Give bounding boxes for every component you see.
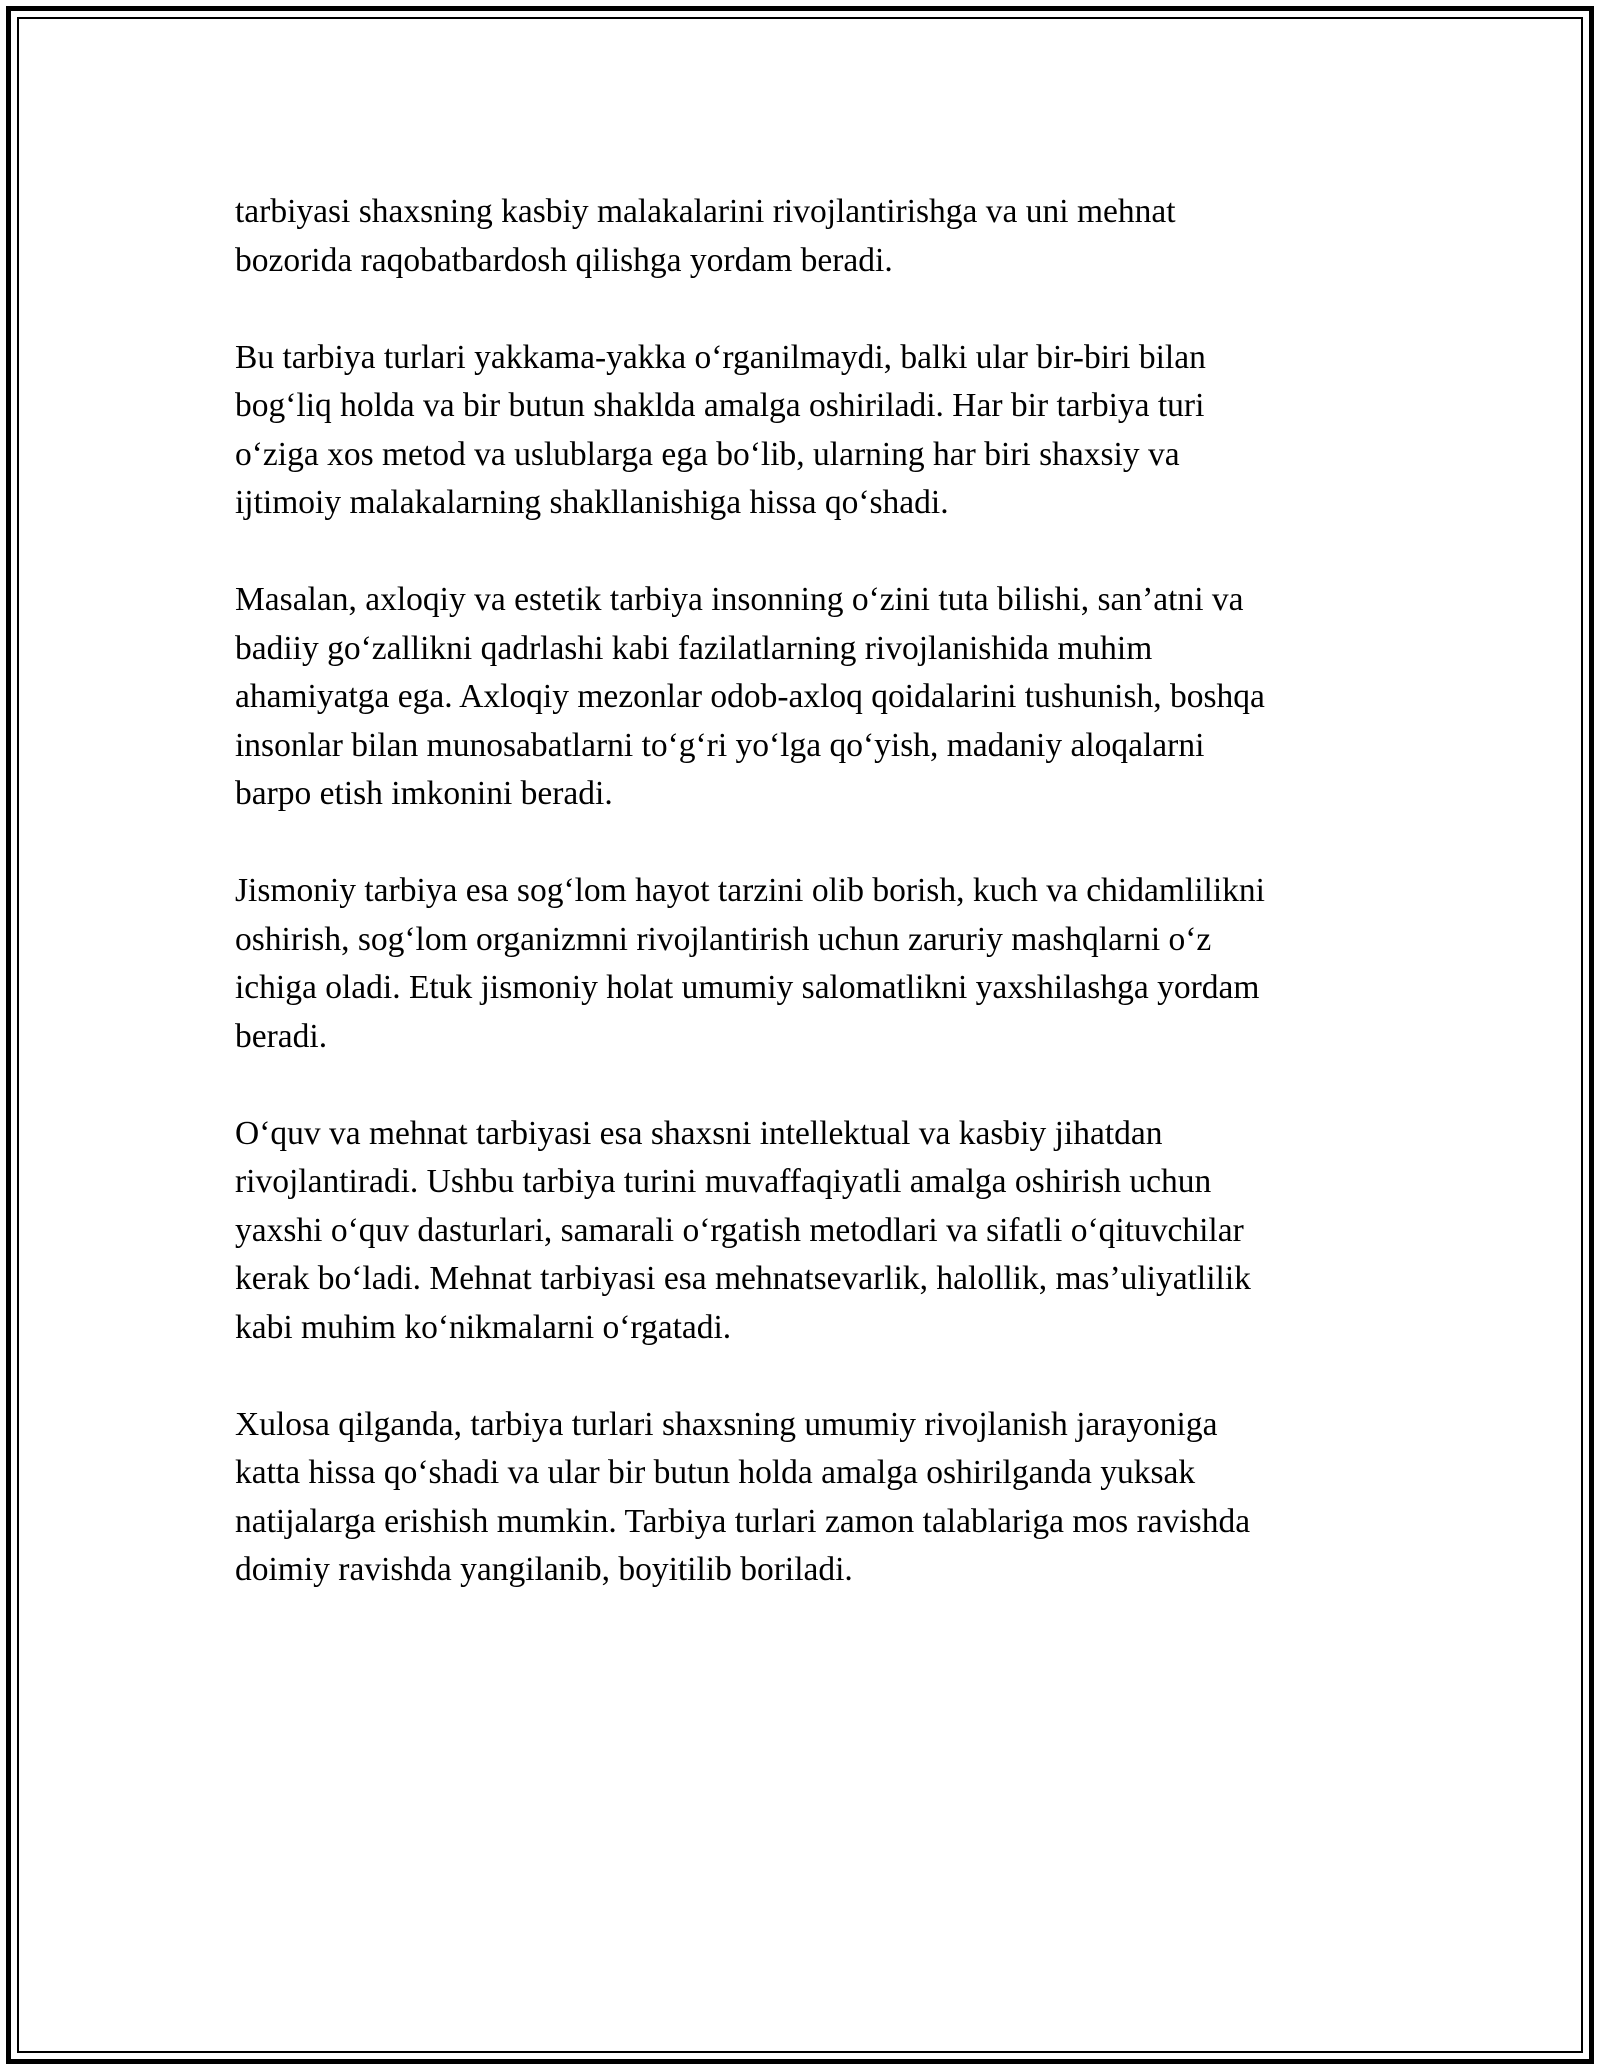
text-line: insonlar bilan munosabatlarni to‘g‘ri yo‘lga qo‘yish, madaniy aloqalarni [235, 726, 1205, 764]
text-line: Masalan, axloqiy va estetik tarbiya insonning o‘zini tuta bilishi, san’atni va [235, 581, 1244, 618]
text-line: katta hissa qo‘shadi va ular bir butun holda amalga oshirilganda yuksak [235, 1454, 1196, 1491]
paragraph [235, 1401, 1375, 1595]
text-line: kerak bo‘ladi. Mehnat tarbiyasi esa mehnatsevarlik, halollik, mas’uliyatlilik [235, 1260, 1251, 1297]
text-line: ichiga oladi. Etuk jismoniy holat umumiy salomatlikni yaxshilashga yordam [235, 969, 1260, 1006]
text-line: o‘ziga xos metod va uslublarga ega bo‘lib, ularning har biri shaxsiy va [235, 435, 1180, 473]
text-line: kabi muhim ko‘nikmalarni o‘rgatadi. [235, 1308, 732, 1346]
paragraph [235, 576, 1375, 819]
text-line: natijalarga erishish mumkin. Tarbiya turlari zamon talablariga mos ravishda [235, 1502, 1251, 1540]
paragraph [235, 1110, 1375, 1353]
text-line: yaxshi o‘quv dasturlari, samarali o‘rgatish metodlari va sifatli o‘qituvchilar [235, 1211, 1244, 1249]
text-line: rivojlantiradi. Ushbu tarbiya turini muvaffaqiyatli amalga oshirish uchun [235, 1163, 1212, 1200]
text-line: ijtimoiy malakalarning shakllanishiga hissa qo‘shadi. [235, 484, 949, 521]
text-line: O‘quv va mehnat tarbiyasi esa shaxsni intellektual va kasbiy jihatdan [235, 1114, 1163, 1152]
text-line: oshirish, sog‘lom organizmni rivojlantirish uchun zaruriy mashqlarni o‘z [235, 920, 1212, 958]
text-line: badiiy go‘zallikni qadrlashi kabi fazilatlarning rivojlanishida muhim [235, 629, 1153, 667]
paragraph [235, 867, 1375, 1061]
text-line: doimiy ravishda yangilanib, boyitilib boriladi. [235, 1551, 853, 1588]
text-line: barpo etish imkonini beradi. [235, 775, 613, 812]
text-line: bog‘liq holda va bir butun shaklda amalga oshiriladi. Har bir tarbiya turi [235, 387, 1205, 424]
paragraph [235, 188, 1375, 285]
text-line: beradi. [235, 1017, 328, 1055]
document-body [235, 188, 1375, 1643]
text-line: bozorida raqobatbardosh qilishga yordam beradi. [235, 241, 893, 279]
text-line: Jismoniy tarbiya esa sog‘lom hayot tarzini olib borish, kuch va chidamlilikni [235, 872, 1265, 909]
text-line: tarbiyasi shaxsning kasbiy malakalarini rivojlantirishga va uni mehnat [235, 193, 1176, 230]
text-line: ahamiyatga ega. Axloqiy mezonlar odob-axloq qoidalarini tushunish, boshqa [235, 678, 1265, 715]
paragraph [235, 334, 1375, 528]
text-line: Xulosa qilganda, tarbiya turlari shaxsning umumiy rivojlanish jarayoniga [235, 1405, 1218, 1443]
text-line: Bu tarbiya turlari yakkama-yakka o‘rganilmaydi, balki ular bir-biri bilan [235, 338, 1206, 376]
